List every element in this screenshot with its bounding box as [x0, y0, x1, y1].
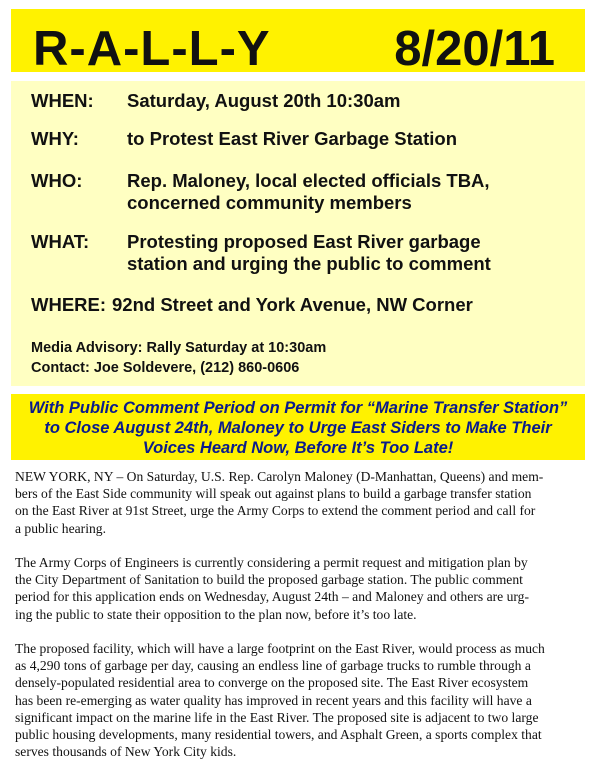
- rally-title: R-A-L-L-Y: [33, 22, 271, 76]
- what-value-line-2: station and urging the public to comment: [127, 253, 491, 274]
- paragraph-line: ing the public to state their opposition to the plan now, before it’s too late.: [15, 606, 417, 622]
- paragraph-line: bers of the East Side community will speak out against plans to build a garbage transfer station: [15, 486, 532, 502]
- paragraph-line: densely-populated residential area to converge on the proposed site. The East River ecosystem: [15, 675, 529, 691]
- when-value: Saturday, August 20th 10:30am: [127, 90, 401, 111]
- who-value-line-2: concerned community members: [127, 192, 412, 213]
- paragraph-line: has been re-emerging as water quality has improved in recent years and this facility will have a: [15, 692, 532, 708]
- headline-callout: [11, 394, 585, 460]
- paragraph-line: the City Department of Sanitation to build the proposed garbage station. The public comment: [15, 572, 523, 588]
- contact-info: Contact: Joe Soldevere, (212) 860-0606: [31, 360, 300, 376]
- where-label: WHERE:: [31, 294, 107, 315]
- who-label: WHO:: [31, 170, 83, 191]
- paragraph-3: [15, 640, 585, 760]
- why-value: to Protest East River Garbage Station: [127, 128, 458, 149]
- what-value-line-1: Protesting proposed East River garbage: [127, 231, 481, 252]
- paragraph-line: NEW YORK, NY – On Saturday, U.S. Rep. Carolyn Maloney (D-Manhattan, Queens) and mem-: [15, 469, 544, 484]
- headline-line-3: Voices Heard Now, Before It’s Too Late!: [142, 439, 454, 457]
- paragraph-1: [15, 468, 585, 537]
- headline-text: [11, 398, 585, 458]
- who-value-line-1: Rep. Maloney, local elected officials TBA,: [127, 170, 490, 191]
- media-advisory: Media Advisory: Rally Saturday at 10:30am: [31, 340, 327, 356]
- headline-line-2: to Close August 24th, Maloney to Urge East Siders to Make Their: [44, 419, 552, 437]
- paragraph-line: public housing developments, many residential towers, and Asphalt Green, a sports complex that: [15, 727, 542, 743]
- paragraph-line: serves thousands of New York City kids.: [15, 744, 237, 760]
- rally-banner: [11, 9, 585, 76]
- paragraph-line: significant impact on the marine life in the East River. The proposed site is adjacent to two large: [15, 709, 539, 725]
- paragraph-line: period for this application ends on Wednesday, August 24th – and Maloney and others are urg-: [15, 589, 529, 605]
- paragraph-line: The Army Corps of Engineers is currently considering a permit request and mitigation plan by: [15, 555, 528, 570]
- why-label: WHY:: [31, 128, 79, 149]
- rally-date: 8/20/11: [394, 22, 555, 76]
- paragraph-line: as 4,290 tons of garbage per day, causing an endless line of garbage trucks to rumble through a: [15, 658, 531, 674]
- what-label: WHAT:: [31, 231, 90, 252]
- paragraph-line: on the East River at 91st Street, urge the Army Corps to extend the comment period and call for: [15, 503, 536, 519]
- rally-details-box: [11, 81, 585, 386]
- headline-line-1: With Public Comment Period on Permit for “Marine Transfer Station”: [28, 399, 568, 417]
- paragraph-2: [15, 554, 585, 623]
- where-value: 92nd Street and York Avenue, NW Corner: [112, 294, 473, 315]
- paragraph-line: The proposed facility, which will have a large footprint on the East River, would process as much: [15, 641, 545, 656]
- paragraph-line: a public hearing.: [15, 520, 106, 536]
- when-label: WHEN:: [31, 90, 94, 111]
